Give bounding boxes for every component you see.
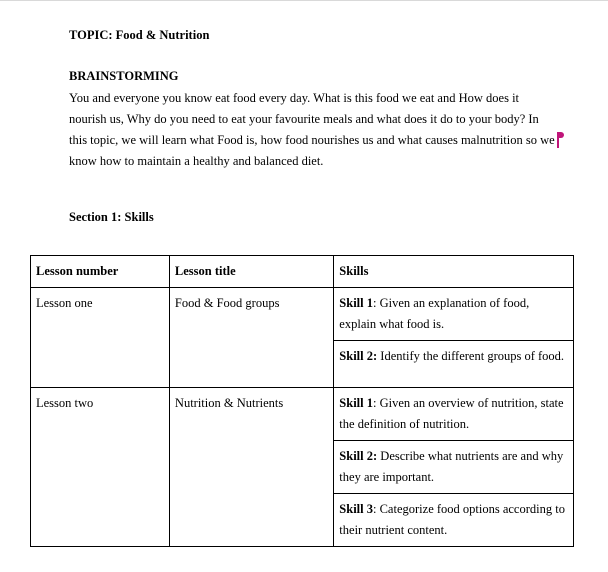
skills-cell: [334, 288, 574, 388]
table-row: [31, 388, 574, 547]
skill-item[interactable]: [334, 441, 573, 494]
skill-text: : Given an explanation of food, explain what food is.: [339, 296, 530, 331]
header-lesson-title: Lesson title: [169, 256, 333, 288]
skill-item[interactable]: [334, 388, 573, 441]
skill-item[interactable]: [334, 494, 573, 546]
header-skills: Skills: [334, 256, 574, 288]
lesson-title-cell[interactable]: Nutrition & Nutrients: [169, 388, 333, 547]
skill-label: Skill 1: [339, 296, 373, 310]
topic-title: TOPIC: Food & Nutrition: [69, 28, 210, 42]
paragraph-line: [69, 130, 555, 151]
page-top-border: [0, 0, 608, 1]
lesson-title-cell[interactable]: Food & Food groups: [169, 288, 333, 388]
skill-label: Skill 1: [339, 396, 373, 410]
skill-text: : Categorize food options according to their nutrient content.: [339, 502, 565, 537]
brainstorming-paragraph[interactable]: [69, 88, 555, 172]
paragraph-line: You and everyone you know eat food every day. What is this food we eat and How does it: [69, 91, 520, 105]
lesson-number-cell[interactable]: Lesson one: [31, 288, 170, 388]
brainstorming-heading: BRAINSTORMING: [69, 69, 179, 83]
paragraph-line: know how to maintain a healthy and balanced diet.: [69, 154, 324, 168]
skill-text: Identify the different groups of food.: [377, 349, 565, 363]
paragraph-line: nourish us, Why do you need to eat your favourite meals and what does it do to your body? In: [69, 112, 539, 126]
table-header-row: [31, 256, 574, 288]
collaborator-cursor-icon: [557, 132, 565, 146]
skill-label: Skill 3: [339, 502, 373, 516]
header-lesson-number: Lesson number: [31, 256, 170, 288]
skill-label: Skill 2:: [339, 349, 378, 363]
skills-table: [30, 255, 574, 547]
paragraph-line-text: this topic, we will learn what Food is, how food nourishes us and what causes malnutrition so we: [69, 133, 555, 147]
skill-item[interactable]: [334, 288, 573, 341]
skills-cell: [334, 388, 574, 547]
lesson-number-cell[interactable]: Lesson two: [31, 388, 170, 547]
skill-item[interactable]: [334, 341, 573, 387]
skill-text: : Given an overview of nutrition, state the definition of nutrition.: [339, 396, 564, 431]
table-row: [31, 288, 574, 388]
section-heading: Section 1: Skills: [69, 210, 154, 224]
skill-label: Skill 2:: [339, 449, 378, 463]
skill-text: Describe what nutrients are and why they are important.: [339, 449, 564, 484]
